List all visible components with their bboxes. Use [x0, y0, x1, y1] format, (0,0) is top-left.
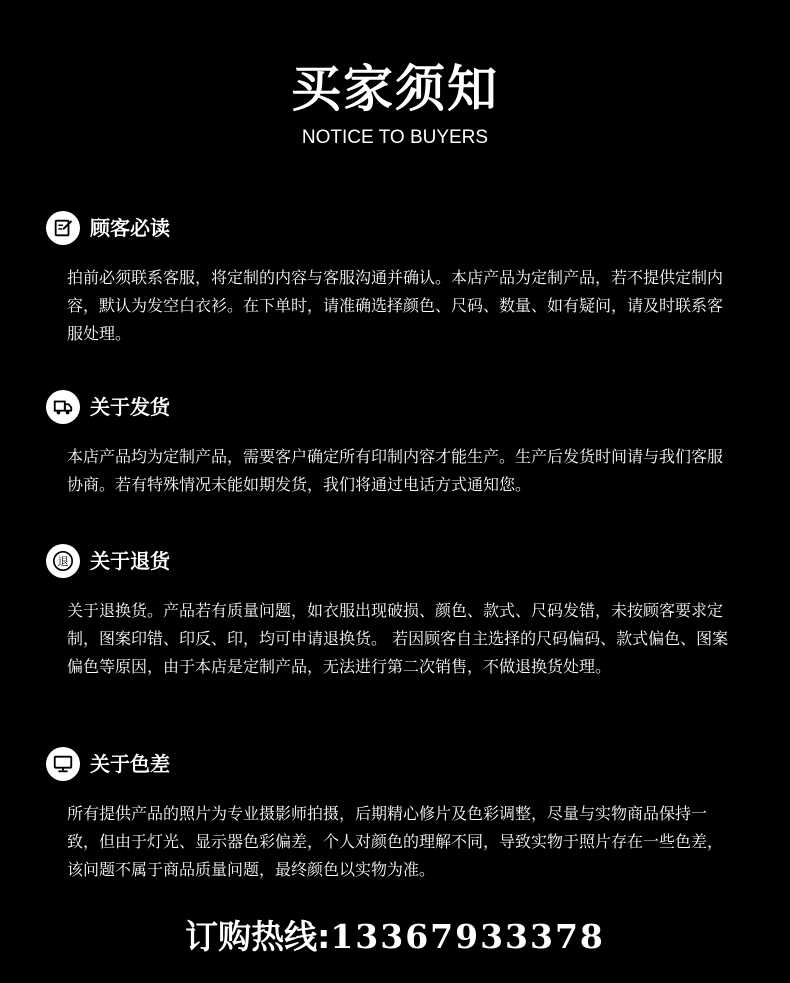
section-title: 关于色差: [90, 752, 170, 776]
section-body: 拍前必须联系客服，将定制的内容与客服沟通并确认。本店产品为定制产品，若不提供定制内容，默认为发空白衣衫。在下单时，请准确选择颜色、尺码、数量、如有疑问，请及时联系客服处理。: [67, 268, 724, 343]
section-title: 关于发货: [90, 395, 170, 419]
return-icon-glyph: 退: [57, 555, 69, 569]
notice-header: [0, 56, 790, 150]
hotline-number: 13367933378: [330, 917, 605, 956]
section-shipping: [46, 389, 746, 499]
page-title: 买家须知: [291, 60, 499, 118]
monitor-icon: [46, 747, 80, 781]
hotline-label: 订购热线:: [185, 917, 331, 956]
delivery-truck-icon: [46, 390, 80, 424]
section-body: 本店产品均为定制产品，需要客户确定所有印制内容才能生产。生产后发货时间请与我们客服协商。若有特殊情况未能如期发货，我们将通过电话方式通知您。: [67, 447, 724, 494]
section-heading: [46, 543, 746, 579]
section-title: 关于退货: [90, 549, 170, 573]
page-subtitle: NOTICE TO BUYERS: [301, 127, 489, 148]
section-title: 顾客必读: [90, 216, 170, 240]
section-customer-must-read: [46, 210, 746, 348]
order-hotline: [0, 914, 790, 960]
section-heading: [46, 746, 746, 782]
section-body: 所有提供产品的照片为专业摄影师拍摄，后期精心修片及色彩调整，尽量与实物商品保持一致，但由于灯光、显示器色彩偏差，个人对颜色的理解不同，导致实物于照片存在一些色差，该问题不属于商品质量问题，最终颜色以实物为准。: [67, 804, 724, 879]
return-icon: [46, 544, 80, 578]
section-heading: [46, 210, 746, 246]
section-heading: [46, 389, 746, 425]
section-color-difference: [46, 746, 746, 884]
section-returns: [46, 543, 746, 681]
edit-note-icon: [46, 211, 80, 245]
section-body: 关于退换货。产品若有质量问题，如衣服出现破损、颜色、款式、尺码发错，未按顾客要求定制，图案印错、印反、印，均可申请退换货。 若因顾客自主选择的尺码偏码、款式偏色、图案偏色等原因，由于本店是定制产品，无法进行第二次销售，不做退换货处理。: [67, 601, 729, 676]
